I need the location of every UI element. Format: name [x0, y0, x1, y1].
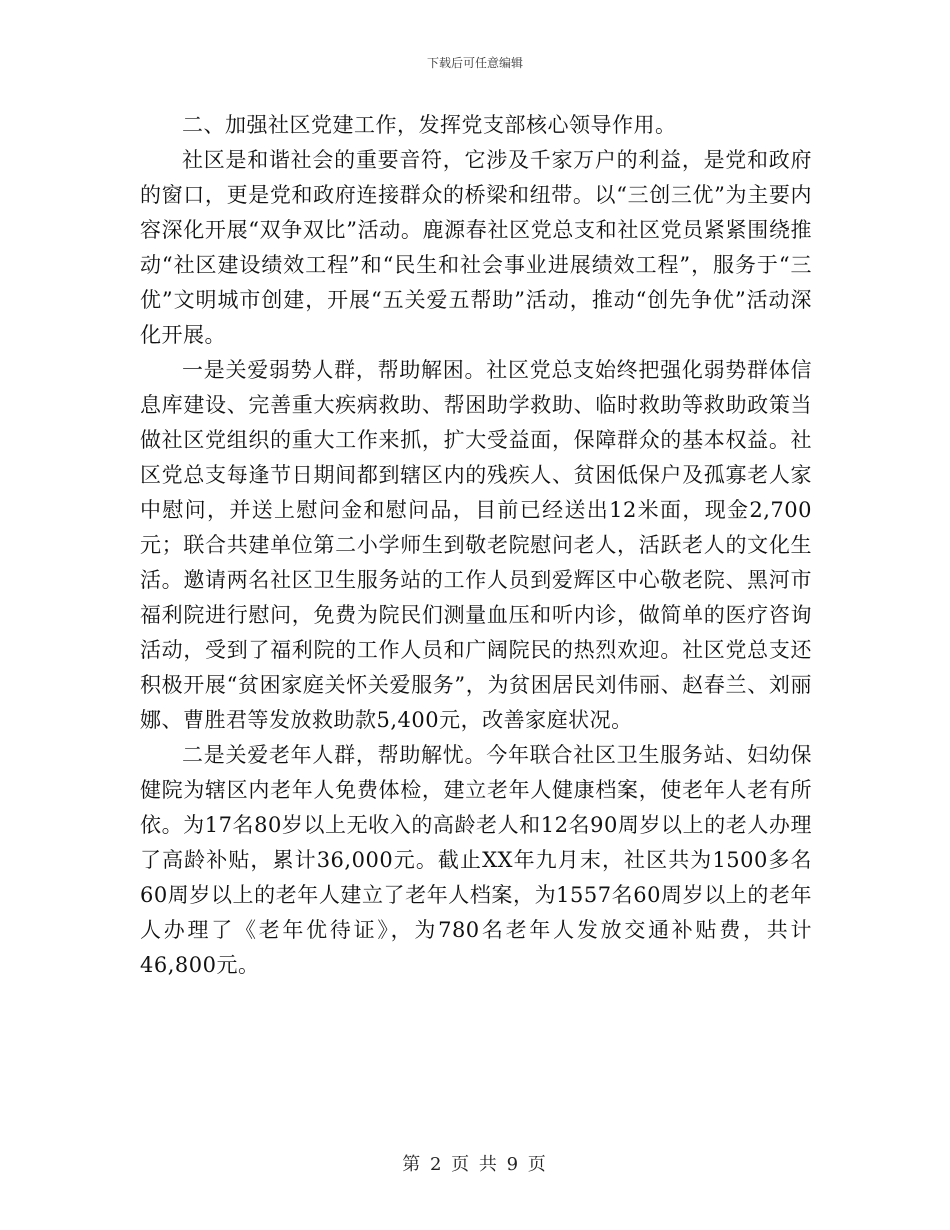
document-body [140, 108, 812, 983]
section-heading: 二、加强社区党建工作，发挥党支部核心领导作用。 [182, 113, 677, 137]
page-number-footer: 第 2 页 共 9 页 [402, 1154, 548, 1175]
page-header-note: 下载后可任意编辑 [426, 56, 523, 70]
paragraph-elderly-care: 二是关爱老年人群，帮助解忧。今年联合社区卫生服务站、妇幼保健院为辖区内老年人免费体检，建立老年人健康档案，使老年人老有所依。为17名80岁以上无收入的高龄老人和12名90周岁以上的老人办理了高龄补贴，累计36,000元。截止XX年九月末，社区共为1500多名60周岁以上的老年人建立了老年人档案，为1557名60周岁以上的老年人办理了《老年优待证》，为780名老年人发放交通补贴费，共计46,800元。 [140, 743, 812, 977]
paragraph-vulnerable-groups: 一是关爱弱势人群，帮助解困。社区党总支始终把强化弱势群体信息库建设、完善重大疾病救助、帮困助学救助、临时救助等救助政策当做社区党组织的重大工作来抓，扩大受益面，保障群众的基本权益。社区党总支每逢节日期间都到辖区内的残疾人、贫困低保户及孤寡老人家中慰问，并送上慰问金和慰问品，目前已经送出12米面，现金2,700元；联合共建单位第二小学师生到敬老院慰问老人，活跃老人的文化生活。邀请两名社区卫生服务站的工作人员到爱辉区中心敬老院、黑河市福利院进行慰问，免费为院民们测量血压和听内诊，做简单的医疗咨询活动，受到了福利院的工作人员和广阔院民的热烈欢迎。社区党总支还积极开展“贫困家庭关怀关爱服务”，为贫困居民刘伟丽、赵春兰、刘丽娜、曹胜君等发放救助款5,400元，改善家庭状况。 [140, 358, 812, 732]
paragraph-intro: 社区是和谐社会的重要音符，它涉及千家万户的利益，是党和政府的窗口，更是党和政府连接群众的桥梁和纽带。以“三创三优”为主要内容深化开展“双争双比”活动。鹿源春社区党总支和社区党员紧紧围绕推动“社区建设绩效工程”和“民生和社会事业进展绩效工程”，服务于“三优”文明城市创建，开展“五关爱五帮助”活动，推动“创先争优”活动深化开展。 [140, 148, 812, 347]
